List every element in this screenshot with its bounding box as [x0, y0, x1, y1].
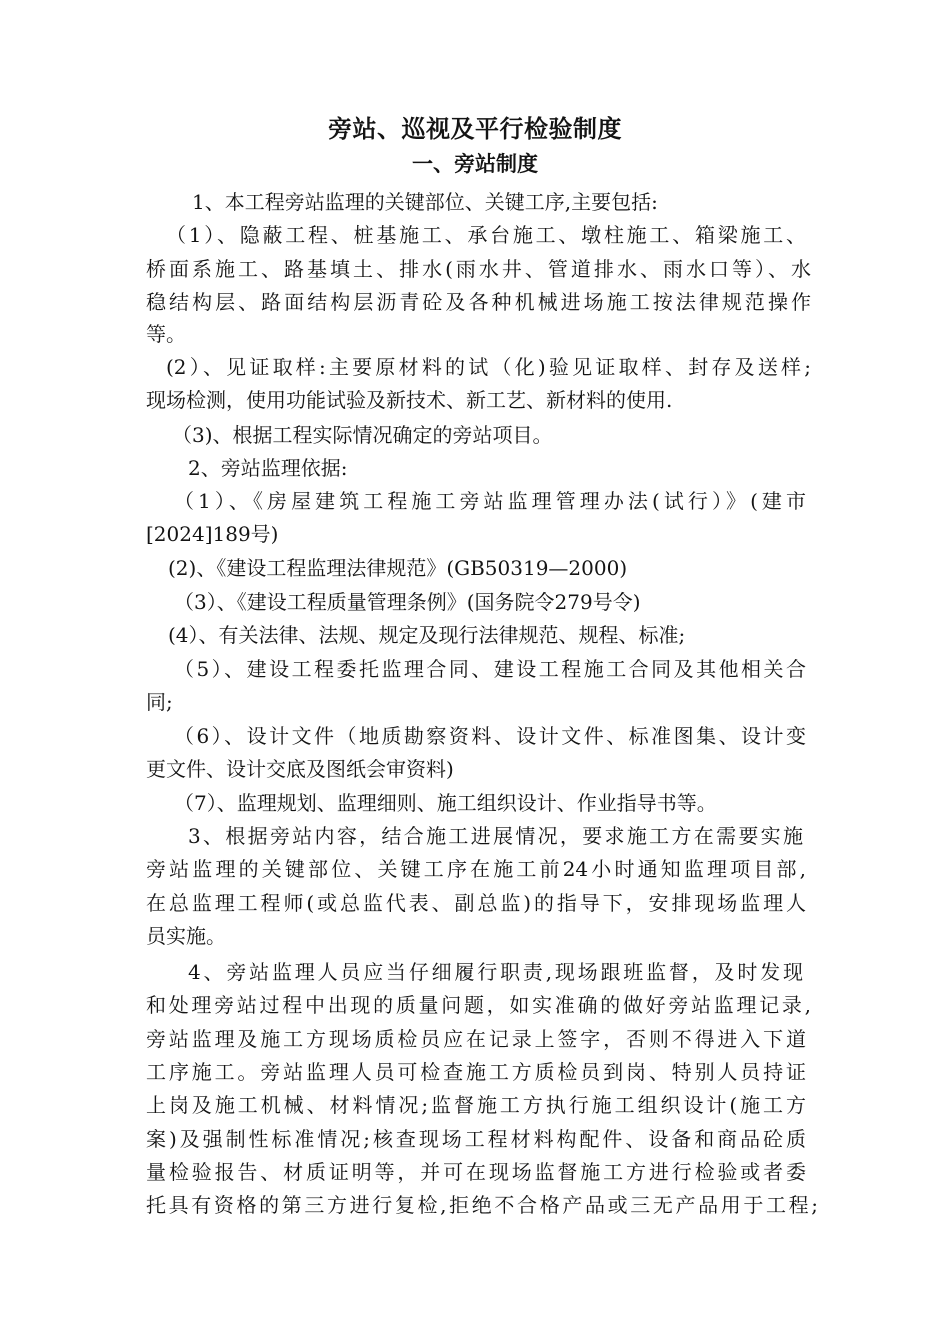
body-line: 更文件、设计交底及图纸会审资料)	[146, 757, 454, 781]
body-line: 案)及强制性标准情况;核查现场工程材料构配件、设备和商品砼质	[146, 1127, 806, 1151]
body-line: 3、根据旁站内容，结合施工进展情况，要求施工方在需要实施	[188, 824, 803, 848]
body-line: 旁站监理及施工方现场质检员应在记录上签字，否则不得进入下道	[146, 1027, 806, 1051]
body-line: (2）、见证取样:主要原材料的试（化)验见证取样、封存及送样;	[166, 355, 811, 379]
section-heading: 一、旁站制度	[412, 151, 538, 176]
body-line: 4、旁站监理人员应当仔细履行职责,现场跟班监督，及时发现	[188, 960, 803, 984]
body-line: （3）、《建设工程质量管理条例》(国务院令279号令)	[174, 590, 641, 614]
body-line: 1、本工程旁站监理的关键部位、关键工序,主要包括:	[192, 190, 658, 214]
body-line: （1）、隐蔽工程、桩基施工、承台施工、墩柱施工、箱梁施工、	[166, 223, 806, 247]
body-line: （7）、监理规划、监理细则、施工组织设计、作业指导书等。	[174, 791, 717, 815]
body-line: 桥面系施工、路基填土、排水(雨水井、管道排水、雨水口等）、水	[146, 257, 811, 281]
body-line: 现场检测，使用功能试验及新技术、新工艺、新材料的使用.	[146, 388, 673, 412]
body-line: （1）、《房屋建筑工程施工旁站监理管理办法(试行）》(建市	[174, 489, 806, 513]
body-line: 稳结构层、路面结构层沥青砼及各种机械进场施工按法律规范操作	[146, 290, 811, 314]
body-line: 同;	[146, 690, 173, 714]
body-line: （6）、设计文件（地质勘察资料、设计文件、标准图集、设计变	[174, 724, 806, 748]
body-line: 托具有资格的第三方进行复检,拒绝不合格产品或三无产品用于工程;	[146, 1193, 818, 1217]
body-line: 旁站监理的关键部位、关键工序在施工前24小时通知监理项目部,	[146, 857, 806, 881]
body-line: 和处理旁站过程中出现的质量问题，如实准确的做好旁站监理记录,	[146, 993, 811, 1017]
body-line: [2024]189号)	[146, 522, 279, 546]
body-line: 上岗及施工机械、材料情况;监督施工方执行施工组织设计(施工方	[146, 1093, 806, 1117]
body-line: (2)、《建设工程监理法律规范》(GB50319—2000)	[168, 556, 628, 580]
document-title: 旁站、巡视及平行检验制度	[328, 114, 622, 143]
body-line: 2、旁站监理依据:	[188, 456, 348, 480]
body-line: 员实施。	[146, 924, 226, 948]
body-line: （3)、根据工程实际情况确定的旁站项目。	[172, 423, 553, 447]
body-line: （5）、建设工程委托监理合同、建设工程施工合同及其他相关合	[174, 657, 806, 681]
body-line: (4）、有关法律、法规、规定及现行法律规范、规程、标准;	[168, 623, 686, 647]
body-line: 工序施工。旁站监理人员可检查施工方质检员到岗、特别人员持证	[146, 1060, 806, 1084]
body-line: 在总监理工程师(或总监代表、副总监)的指导下，安排现场监理人	[146, 891, 806, 915]
body-line: 量检验报告、材质证明等，并可在现场监督施工方进行检验或者委	[146, 1160, 806, 1184]
body-line: 等。	[146, 322, 186, 346]
